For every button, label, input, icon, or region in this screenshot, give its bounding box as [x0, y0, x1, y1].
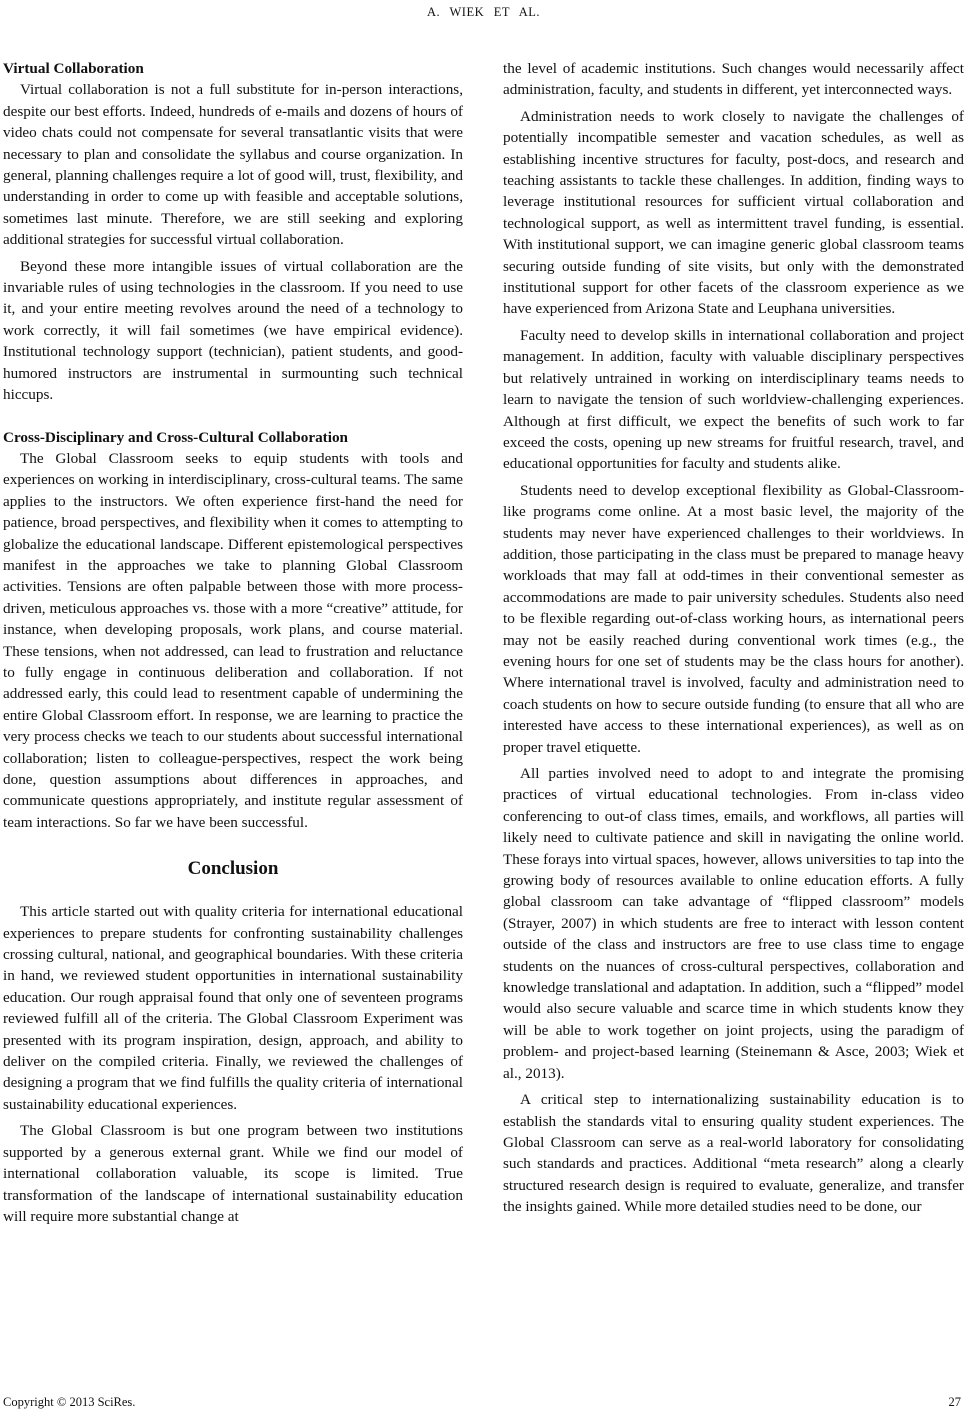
- paragraph: This article started out with quality criteria for international educational experiences to prepare students for confronting sustainability challenges crossing cultural, national, and geographical boundaries. With these criteria in hand, we reviewed student opportunities in international sustainability education. Our rough appraisal found that only one of seventeen programs reviewed fulfill all of the criteria. The Global Classroom Experiment was presented with its program inspiration, design, approach, and ability to deliver on the compiled criteria. Finally, we reviewed the challenges of designing a program that we find fulfills the quality criteria of international sustainability educational experiences.: [3, 903, 463, 1113]
- section-heading-conclusion: Conclusion: [187, 858, 279, 880]
- running-head: A. WIEK ET AL.: [426, 5, 541, 19]
- paragraph: the level of academic institutions. Such changes would necessarily affect administration, faculty, and students in different, yet interconnected ways.: [503, 60, 964, 99]
- paragraph: The Global Classroom seeks to equip students with tools and experiences on working in interdisciplinary, cross-cultural teams. The same applies to the instructors. We often experience first-hand the need for patience, broad perspectives, and flexibility when it comes to attempting to globalize the educational landscape. Different epistemological perspectives manifest in the approaches we take to planning Global Classroom activities. Tensions are often palpable between those with more process-driven, meticulous approaches vs. those with a more “creative” attitude, for instance, when developing proposals, work plans, and course material. These tensions, when not addressed, can lead to frustration and reluctance to fully engage in continuous deliberation and collaboration. If not addressed early, this could lead to resentment capable of undermining the entire Global Classroom effort. In response, we are learning to practice the very process checks we teach to our students about successful international collaboration; listen to colleague-perspectives, respect the work being done, question assumptions about differences in approaches, and communicate questions appropriately, and institute regular assessment of team interactions. So far we have been successful.: [3, 449, 463, 831]
- paragraph: Students need to develop exceptional flexibility as Global-Classroom-like programs come online. At a most basic level, the majority of the students may never have experienced challenges to their worldviews. In addition, those participating in the class must be prepared to manage heavy workloads that may fall at odd-times in their conventional semester as accommodations are made to pair university schedules. Students also need to be flexible regarding out-of-class working hours, as international peers may not be easily reached during conventional work times (e.g., the evening hours for one set of students may be the class hours for another). Where international travel is involved, faculty and administration need to coach students on how to secure outside funding (to ensure that all who are interested have access to these international experiences), as well as on proper travel etiquette.: [503, 481, 964, 756]
- paragraph: Faculty need to develop skills in international collaboration and project management. In addition, faculty with valuable disciplinary perspectives but relatively untrained in working on interdisciplinary teams needs to learn to navigate the tension of such worldview-challenging experiences. Although at first difficult, we expect the benefits of such work to far exceed the costs, opening up new streams for fruitful research, travel, and educational opportunities for faculty and students alike.: [503, 326, 964, 473]
- paragraph: Beyond these more intangible issues of virtual collaboration are the invariable rules of using technologies in the classroom. If you need to use it, and your entire meeting revolves around the need of a technology to work correctly, it will fail sometimes (we have empirical evidence). Institutional technology support (technician), patient students, and good-humored instructors are instrumental in surmounting such technical hiccups.: [3, 257, 463, 404]
- section-heading-cross-disciplinary: Cross-Disciplinary and Cross-Cultural Collaboration: [3, 428, 348, 446]
- paragraph: The Global Classroom is but one program between two institutions supported by a generous external grant. While we find our model of international collaboration valuable, its scope is limited. True transformation of the landscape of international sustainability education will require more substantial change at: [3, 1122, 463, 1225]
- right-column: [503, 58, 964, 1218]
- paragraph: Virtual collaboration is not a full substitute for in-person interactions, despite our best efforts. Indeed, hundreds of e-mails and dozens of hours of video chats could not compensate for several transatlantic visits that were necessary to plan and consolidate the syllabus and course organization. In general, planning challenges require a lot of good will, trust, flexibility, and understanding in order to come up with feasible and acceptable solutions, sometimes last minute. Therefore, we are still seeking and exploring additional strategies for successful virtual collaboration.: [3, 81, 463, 249]
- footer-copyright: Copyright © 2013 SciRes.: [3, 1395, 136, 1409]
- section-heading-virtual-collaboration: Virtual Collaboration: [3, 60, 144, 77]
- paragraph: Administration needs to work closely to navigate the challenges of potentially incompatible semester and vacation schedules, as well as establishing incentive structures for faculty, post-docs, and research and teaching assistants to tackle these challenges. In addition, finding ways to leverage institutional resources for sufficient virtual collaboration and technological support, as well as intermittent travel funding, is essential. With institutional support, we can imagine generic global classroom teams securing outside funding of site visits, but only with the demonstrated institutional support for other facets of the classroom experience as we have experienced from Arizona State and Leuphana universities.: [503, 107, 964, 318]
- paragraph: All parties involved need to adopt to and integrate the promising practices of virtual educational technologies. From in-class video conferencing to out-of class times, emails, and workflows, all parties will likely need to cultivate patience and skill in navigating the online world. These forays into virtual spaces, however, allows universities to tap into the growing body of resources available to online education efforts. A fully global classroom can take advantage of “flipped classroom” models (Strayer, 2007) in which students are free to interact with lesson content outside of the class and instructors are free to use class time to engage students on the nuances of cross-cultural perspectives, collaboration and knowledge translational and adaptation. In addition, such a “flipped” model would also secure valuable and scarce time in which students know they will be able to work together on joint projects, using the paradigm of problem- and project-based learning (Steinemann & Asce, 2003; Wiek et al., 2013).: [503, 765, 964, 1082]
- left-column: [3, 58, 463, 1227]
- footer-page-number: 27: [948, 1395, 961, 1409]
- paragraph: A critical step to internationalizing sustainability education is to establish the standards vital to ensuring quality student experiences. The Global Classroom can serve as a real-world laboratory for consolidating such standards and practices. Additional “meta research” along a clearly structured research design is required to evaluate, generalize, and transfer the insights gained. While more detailed studies need to be done, our: [503, 1091, 964, 1216]
